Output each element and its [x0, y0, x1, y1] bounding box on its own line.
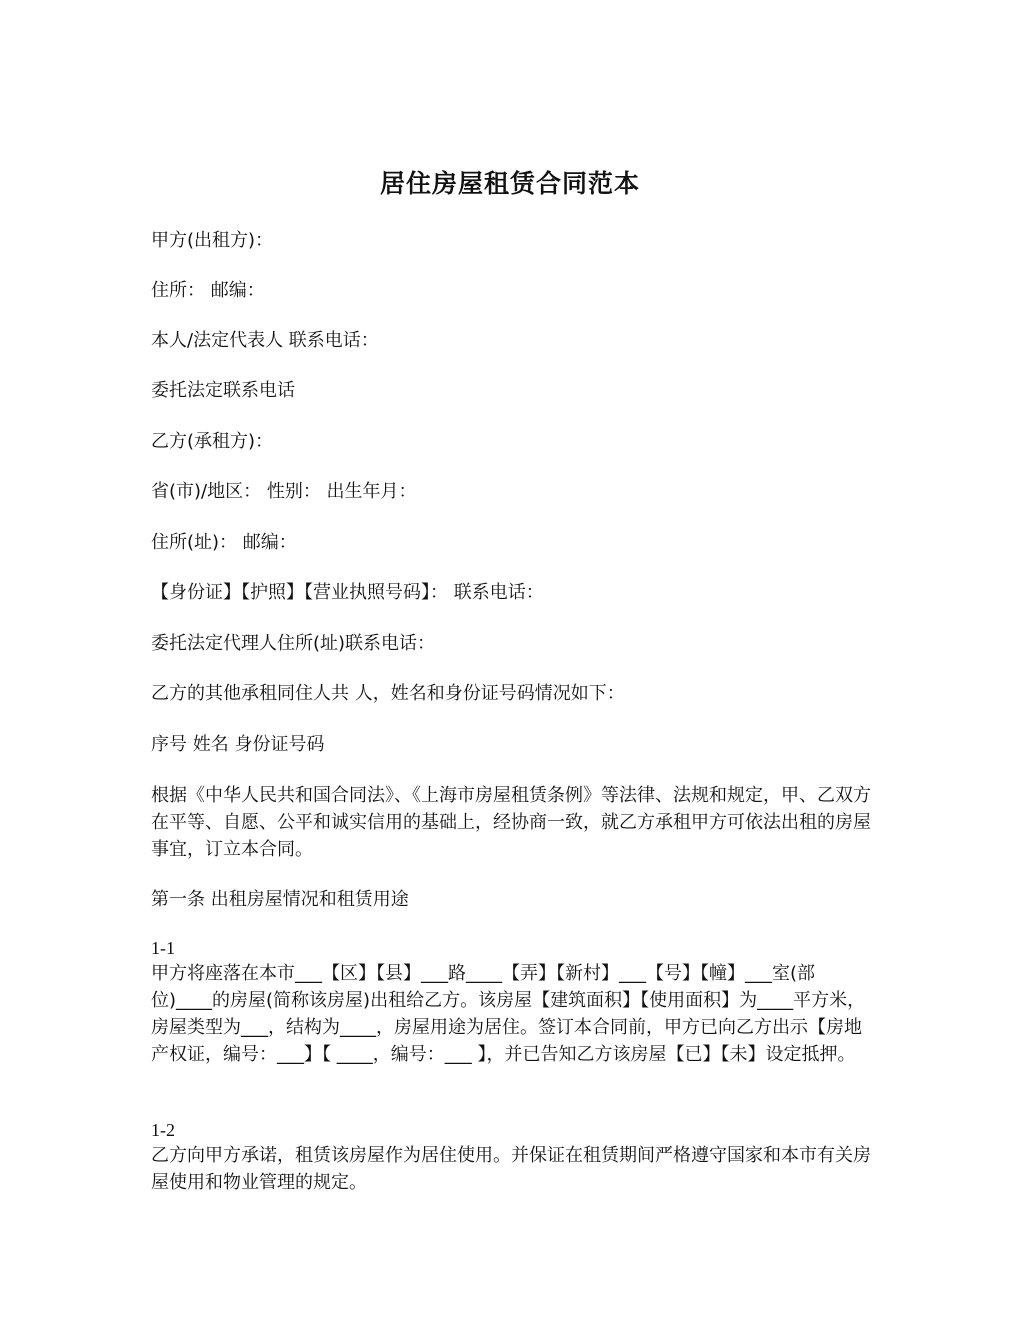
- party-b-address: 住所(址)： 邮编：: [151, 532, 297, 553]
- clause-1-1: [151, 936, 873, 1068]
- clause-text: 乙方向甲方承诺，租赁该房屋作为居住使用。并保证在租赁期间严格遵守国家和本市有关房屋使用和物业管理的规定。: [151, 1145, 871, 1193]
- party-b-region: 省(市)/地区： 性别： 出生年月：: [151, 481, 417, 502]
- cohabitants-table-header: 序号 姓名 身份证号码: [151, 734, 325, 755]
- party-b-cohabitants: 乙方的其他承租同住人共 人，姓名和身份证号码情况如下：: [151, 683, 625, 704]
- party-b-id: 【身份证】【护照】【营业执照号码】： 联系电话：: [151, 582, 544, 603]
- clause-text: 甲方将座落在本市___【区】【县】___路____【弄】【新村】___【号】【幢】___室(部位)____的房屋(简称该房屋)出租给乙方。该房屋【建筑面积】【使用面积】为____平方米，房屋类型为___，结构为____，房屋用途为居住。签订本合同前，甲方已向乙方出示【房地产权证，编号：___】【 ____，编号：___ 】，并已告知乙方该房屋【已】【未】设定抵押。: [151, 963, 866, 1065]
- party-a-agent: 委托法定联系电话: [151, 380, 295, 401]
- clause-number: 1-1: [151, 938, 175, 958]
- clause-1-2: [151, 1118, 873, 1196]
- clause-number: 1-2: [151, 1120, 175, 1140]
- article-1-heading: 第一条 出租房屋情况和租赁用途: [151, 889, 409, 910]
- document-title: 居住房屋租赁合同范本: [379, 169, 640, 198]
- party-a-label: 甲方(出租方)：: [151, 230, 274, 251]
- party-a-address: 住所： 邮编：: [151, 280, 265, 301]
- preamble: 根据《中华人民共和国合同法》、《上海市房屋租赁条例》等法律、法规和规定，甲、乙双方在平等、自愿、公平和诚实信用的基础上，经协商一致，就乙方承租甲方可依法出租的房屋事宜，订立本合同。: [151, 785, 871, 860]
- party-b-agent: 委托法定代理人住所(址)联系电话：: [151, 633, 436, 654]
- party-a-representative: 本人/法定代表人 联系电话：: [151, 330, 379, 351]
- party-b-label: 乙方(承租方)：: [151, 431, 274, 452]
